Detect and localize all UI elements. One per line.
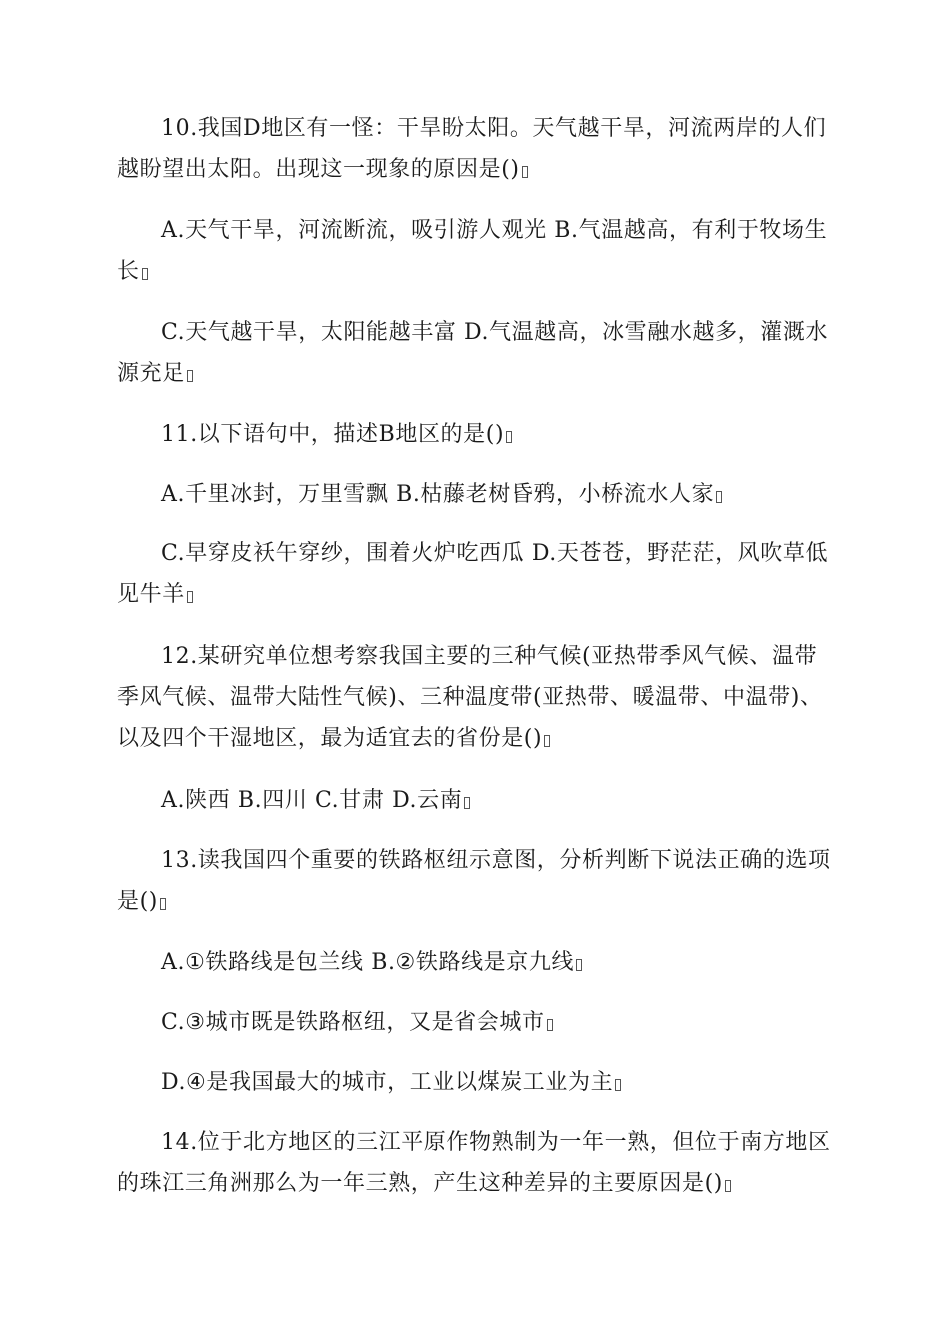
question-12-options-text: A.陕西 B.四川 C.甘肃 D.云南 bbox=[161, 788, 463, 813]
question-11-text: 11.以下语句中，描述B地区的是() bbox=[161, 422, 505, 447]
missing-glyph-icon bbox=[187, 370, 193, 382]
missing-glyph-icon bbox=[576, 959, 582, 971]
question-10-options-cd bbox=[117, 312, 835, 394]
missing-glyph-icon bbox=[716, 491, 722, 503]
question-11-options-ab bbox=[117, 474, 835, 515]
question-10-options-ab-text: A.天气干旱，河流断流，吸引游人观光 B.气温越高，有利于牧场生长 bbox=[117, 218, 828, 284]
question-13-options-ab-text: A.①铁路线是包兰线 B.②铁路线是京九线 bbox=[161, 950, 575, 975]
question-11-options-cd-text: C.早穿皮袄午穿纱，围着火炉吃西瓜 D.天苍苍，野茫茫，风吹草低见牛羊 bbox=[117, 541, 829, 607]
missing-glyph-icon bbox=[142, 268, 148, 280]
question-11-options-cd bbox=[117, 533, 835, 615]
question-13 bbox=[117, 840, 835, 922]
question-13-option-c-text: C.③城市既是铁路枢纽，又是省会城市 bbox=[161, 1010, 545, 1035]
missing-glyph-icon bbox=[615, 1079, 621, 1091]
question-14-text: 14.位于北方地区的三江平原作物熟制为一年一熟，但位于南方地区的珠江三角洲那么为一年三熟，产生这种差异的主要原因是() bbox=[117, 1130, 831, 1196]
missing-glyph-icon bbox=[547, 1019, 553, 1031]
question-13-text: 13.读我国四个重要的铁路枢纽示意图，分析判断下说法正确的选项是() bbox=[117, 848, 831, 914]
missing-glyph-icon bbox=[522, 166, 528, 178]
question-10-options-ab bbox=[117, 210, 835, 292]
missing-glyph-icon bbox=[544, 735, 550, 747]
question-12-text: 12.某研究单位想考察我国主要的三种气候(亚热带季风气候、温带季风气候、温带大陆性气候)、三种温度带(亚热带、暖温带、中温带)、以及四个干湿地区，最为适宜去的省份是() bbox=[117, 644, 823, 751]
missing-glyph-icon bbox=[187, 591, 193, 603]
missing-glyph-icon bbox=[506, 431, 512, 443]
question-12 bbox=[117, 636, 835, 759]
missing-glyph-icon bbox=[725, 1180, 731, 1192]
question-10-text: 10.我国D地区有一怪：干旱盼太阳。天气越干旱，河流两岸的人们越盼望出太阳。出现这一现象的原因是() bbox=[117, 116, 827, 182]
question-11-options-ab-text: A.千里冰封，万里雪飘 B.枯藤老树昏鸦，小桥流水人家 bbox=[161, 482, 715, 507]
question-10 bbox=[117, 108, 835, 190]
question-10-options-cd-text: C.天气越干旱，太阳能越丰富 D.气温越高，冰雪融水越多，灌溉水源充足 bbox=[117, 320, 829, 386]
question-12-options bbox=[117, 780, 835, 821]
question-13-options-ab bbox=[117, 942, 835, 983]
question-14 bbox=[117, 1122, 835, 1204]
missing-glyph-icon bbox=[160, 898, 166, 910]
question-13-option-c bbox=[117, 1002, 835, 1043]
question-13-option-d bbox=[117, 1062, 835, 1103]
question-11 bbox=[117, 414, 835, 455]
missing-glyph-icon bbox=[464, 797, 470, 809]
question-13-option-d-text: D.④是我国最大的城市，工业以煤炭工业为主 bbox=[161, 1070, 614, 1095]
